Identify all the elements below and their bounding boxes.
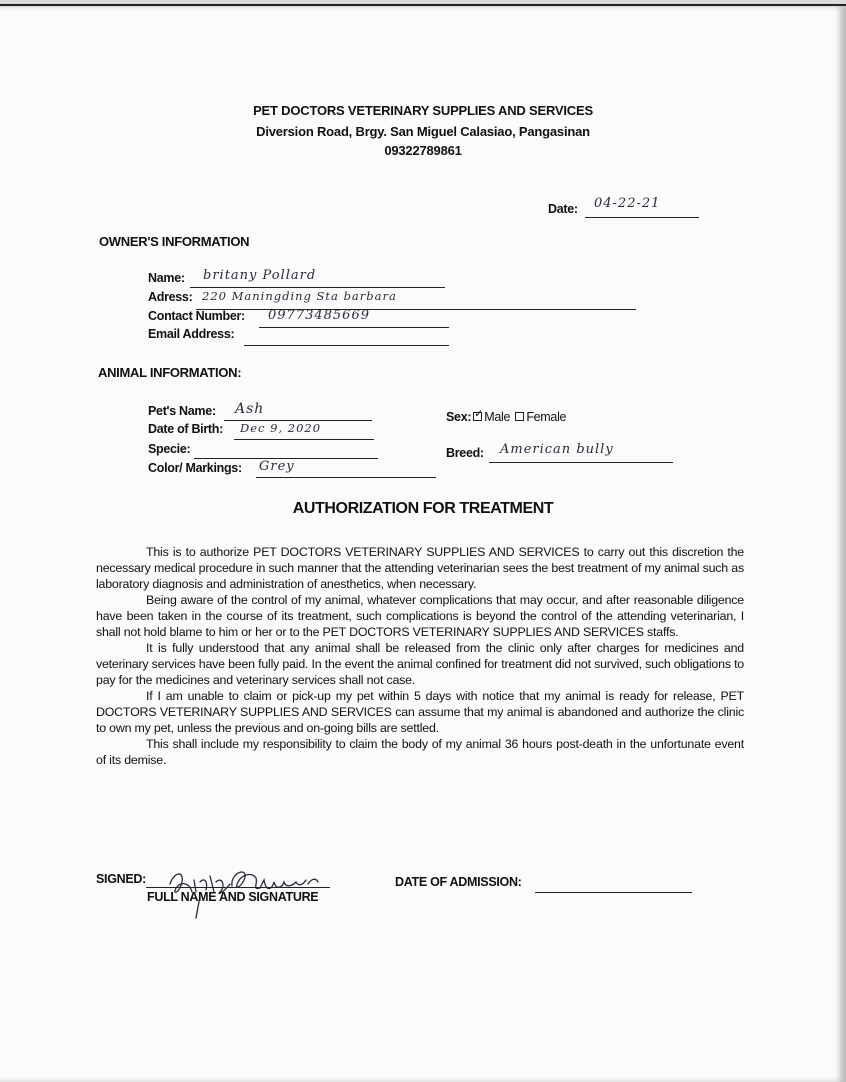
specie-label: Specie: (148, 442, 191, 456)
form-page (0, 4, 846, 1082)
owner-address-line (196, 309, 636, 310)
admission-date-line[interactable] (535, 892, 692, 893)
owner-section-title: OWNER'S INFORMATION (99, 234, 250, 249)
owner-name-line (190, 287, 445, 288)
paragraph-5: This shall include my responsibility to claim the body of my animal 36 hours post-death in the unfortunate event of its demise. (96, 737, 744, 767)
paragraph-4: If I am unable to claim or pick-up my pet within 5 days with notice that my animal is ready for release, PET DOCTORS VETERINARY SUPPLIES AND SERVICES can assume that my animal is abandoned and authorize the clinic to own my pet, unless the previous and on-going bills are settled. (96, 689, 744, 735)
owner-contact-line (259, 327, 449, 328)
sex-label: Sex: (446, 410, 472, 424)
clinic-phone: 09322789861 (384, 143, 462, 158)
sex-field (446, 410, 566, 424)
owner-email-label: Email Address: (148, 327, 235, 341)
date-label: Date: (548, 202, 578, 216)
admission-date-label: DATE OF ADMISSION: (395, 875, 522, 889)
male-checkbox[interactable] (473, 412, 482, 421)
date-value[interactable]: 04-22-21 (594, 196, 661, 211)
dob-line (234, 439, 374, 440)
color-value[interactable]: Grey (259, 459, 295, 474)
owner-address-value[interactable]: 220 Maningding Sta barbara (202, 289, 397, 303)
signature-caption: FULL NAME AND SIGNATURE (147, 890, 319, 904)
male-option: Male (484, 410, 511, 424)
color-line (256, 477, 436, 478)
clinic-address: Diversion Road, Brgy. San Miguel Calasiao, Pangasinan (256, 124, 590, 139)
paragraph-1: This is to authorize PET DOCTORS VETERINARY SUPPLIES AND SERVICES to carry out this discretion the necessary medical procedure in such manner that the attending veterinarian sees the best treatment of my animal such as laboratory diagnosis and administration of anesthetics, when necessary. (96, 545, 744, 591)
color-label: Color/ Markings: (148, 461, 242, 475)
animal-section-title: ANIMAL INFORMATION: (98, 365, 242, 380)
dob-value[interactable]: Dec 9, 2020 (240, 421, 322, 435)
pet-name-value[interactable]: Ash (235, 401, 265, 417)
clinic-name: PET DOCTORS VETERINARY SUPPLIES AND SERVICES (253, 103, 593, 118)
pet-name-label: Pet's Name: (148, 404, 216, 418)
date-line (585, 217, 699, 218)
owner-contact-value[interactable]: 09773485669 (268, 308, 370, 323)
owner-address-label: Adress: (148, 290, 193, 304)
paragraph-2: Being aware of the control of my animal, whatever complications that may occur, and after reasonable diligence have been taken in the course of its treatment, such complications is beyond the control of the attending veterinarian, I shall not hold blame to him or her or to the PET DOCTORS VETERINARY SUPPLIES AND SERVICES staffs. (96, 593, 744, 639)
signed-label: SIGNED: (96, 872, 146, 886)
breed-label: Breed: (446, 446, 484, 460)
breed-line (489, 462, 673, 463)
owner-email-line[interactable] (244, 345, 449, 346)
authorization-body (96, 544, 744, 768)
owner-contact-label: Contact Number: (148, 309, 245, 323)
female-checkbox[interactable] (515, 412, 524, 421)
female-option: Female (526, 410, 567, 424)
owner-name-label: Name: (148, 271, 185, 285)
paragraph-3: It is fully understood that any animal shall be released from the clinic only after charges for medicines and veterinary services have been fully paid. In the event the animal confined for treatment did not survived, such obligations to pay for the medicines and veterinary services shall not case. (96, 641, 744, 687)
owner-name-value[interactable]: britany Pollard (203, 268, 317, 283)
authorization-title: AUTHORIZATION FOR TREATMENT (292, 500, 554, 517)
dob-label: Date of Birth: (148, 422, 223, 436)
breed-value[interactable]: American bully (500, 442, 614, 457)
